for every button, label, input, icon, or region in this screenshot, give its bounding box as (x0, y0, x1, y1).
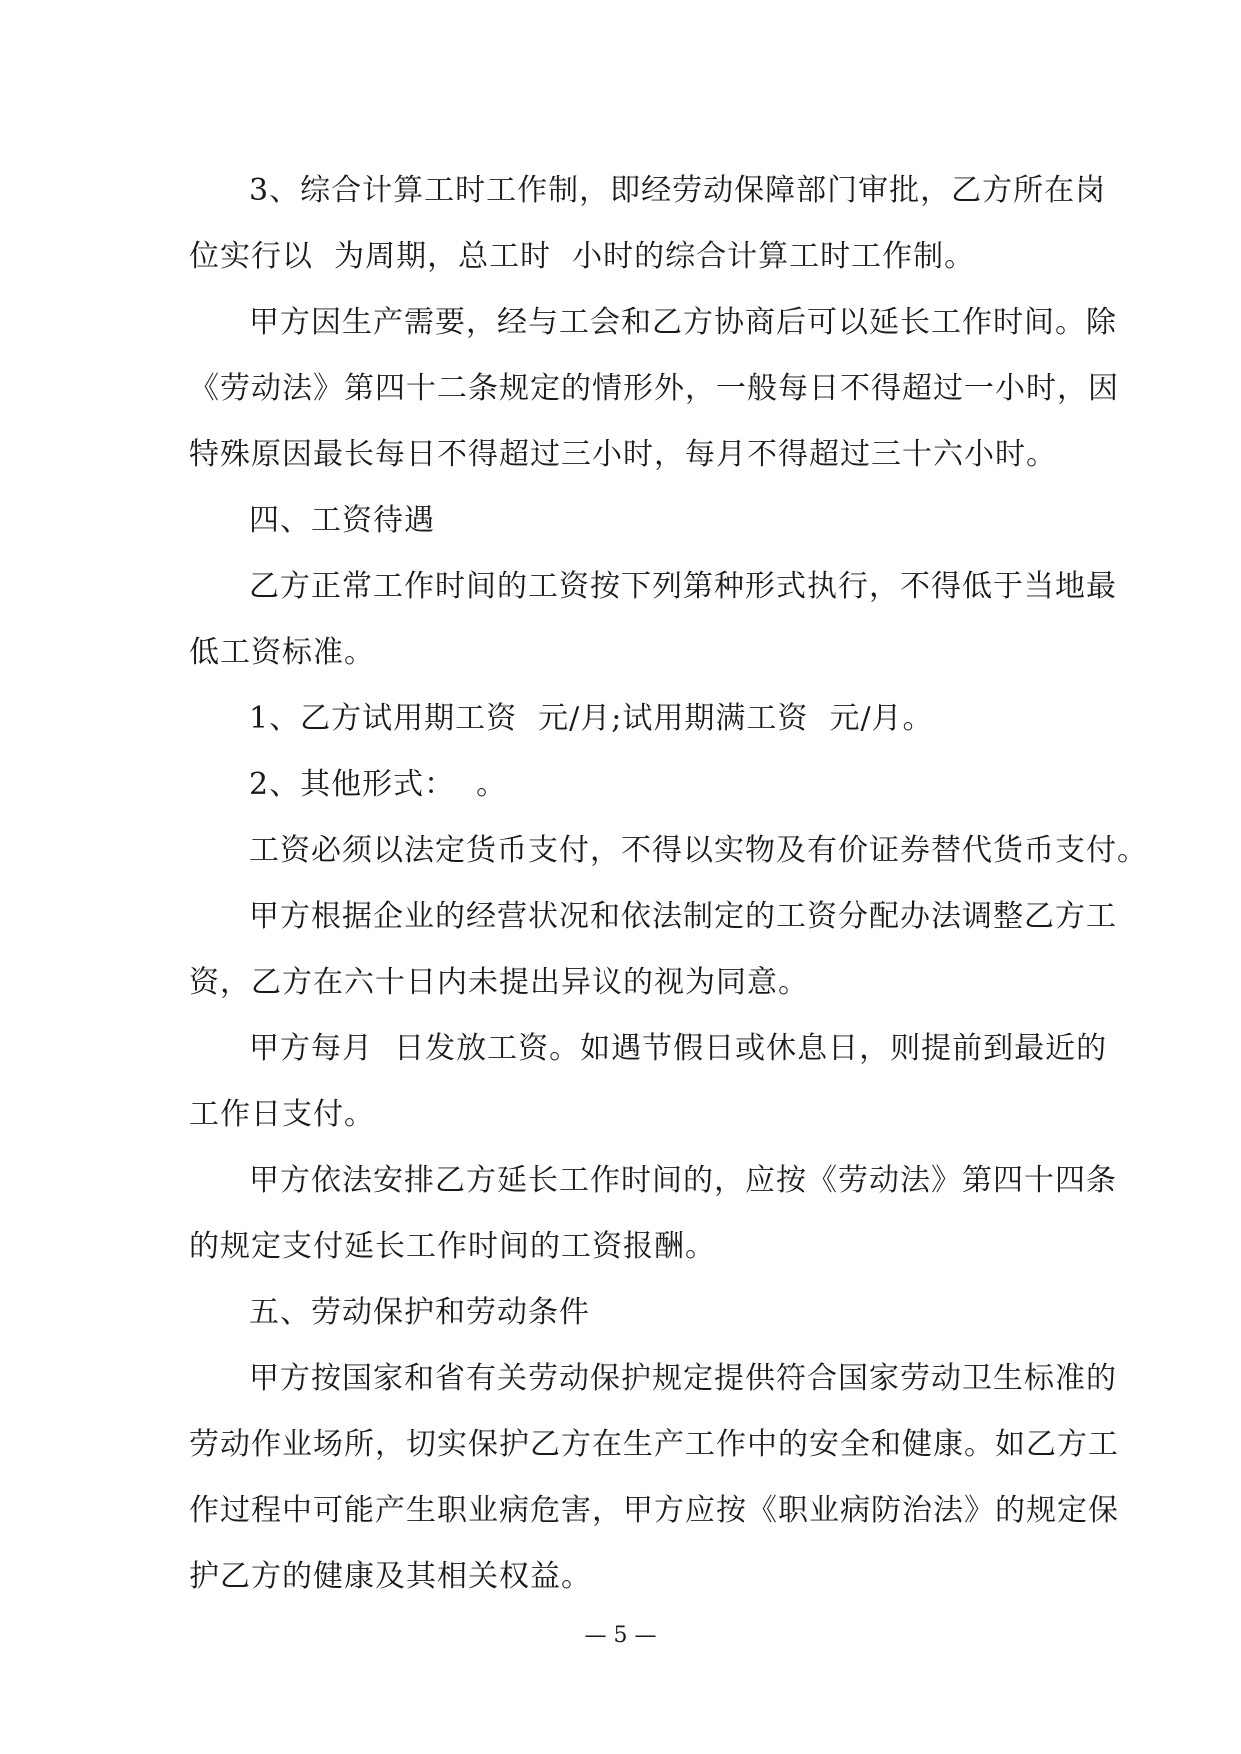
text-line: 甲方每月 日发放工资。如遇节假日或休息日，则提前到最近的 (249, 1031, 1108, 1066)
text-line: 四、工资待遇 (249, 503, 435, 538)
text-line: 工作日支付。 (189, 1097, 375, 1132)
text-line: 工资必须以法定货币支付，不得以实物及有价证券替代货币支付。 (249, 833, 1148, 868)
text-line: 3、综合计算工时工作制，即经劳动保障部门审批，乙方所在岗 (249, 173, 1107, 208)
document-body (189, 158, 1148, 1610)
paragraph-other-form (189, 752, 1069, 818)
page-number: — 5 — (584, 1623, 657, 1648)
text-line: 的规定支付延长工作时间的工资报酬。 (189, 1229, 716, 1264)
paragraph-legal-currency (189, 818, 1148, 884)
text-line: 特殊原因最长每日不得超过三小时，每月不得超过三十六小时。 (189, 437, 1057, 472)
text-line: 1、乙方试用期工资 元/月;试用期满工资 元/月。 (249, 701, 934, 736)
text-line: 劳动作业场所，切实保护乙方在生产工作中的安全和健康。如乙方工 (189, 1427, 1119, 1462)
paragraph-safety-conditions (189, 1346, 1119, 1610)
text-line: 低工资标准。 (189, 635, 375, 670)
paragraph-wage-adjustment (189, 884, 1117, 1016)
paragraph-comprehensive-hours (189, 158, 1107, 290)
paragraph-wage-form (189, 554, 1117, 686)
paragraph-overtime (189, 290, 1119, 488)
text-line: 五、劳动保护和劳动条件 (249, 1295, 590, 1330)
text-line: 资，乙方在六十日内未提出异议的视为同意。 (189, 965, 809, 1000)
text-line: 甲方根据企业的经营状况和依法制定的工资分配办法调整乙方工 (249, 899, 1117, 934)
text-line: 甲方按国家和省有关劳动保护规定提供符合国家劳动卫生标准的 (249, 1361, 1117, 1396)
section-heading-labor-protection (189, 1280, 1069, 1346)
text-line: 位实行以 为周期，总工时 小时的综合计算工时工作制。 (189, 239, 976, 274)
section-heading-wages (189, 488, 1069, 554)
text-line: 作过程中可能产生职业病危害，甲方应按《职业病防治法》的规定保 (189, 1493, 1119, 1528)
paragraph-probation-wage (189, 686, 1069, 752)
paragraph-overtime-pay (189, 1148, 1117, 1280)
text-line: 《劳动法》第四十二条规定的情形外，一般每日不得超过一小时，因 (189, 371, 1119, 406)
text-line: 甲方因生产需要，经与工会和乙方协商后可以延长工作时间。除 (249, 305, 1117, 340)
text-line: 2、其他形式： 。 (249, 767, 508, 802)
text-line: 乙方正常工作时间的工资按下列第种形式执行，不得低于当地最 (249, 569, 1117, 604)
text-line: 护乙方的健康及其相关权益。 (189, 1559, 592, 1594)
text-line: 甲方依法安排乙方延长工作时间的，应按《劳动法》第四十四条 (249, 1163, 1117, 1198)
paragraph-payday (189, 1016, 1108, 1148)
